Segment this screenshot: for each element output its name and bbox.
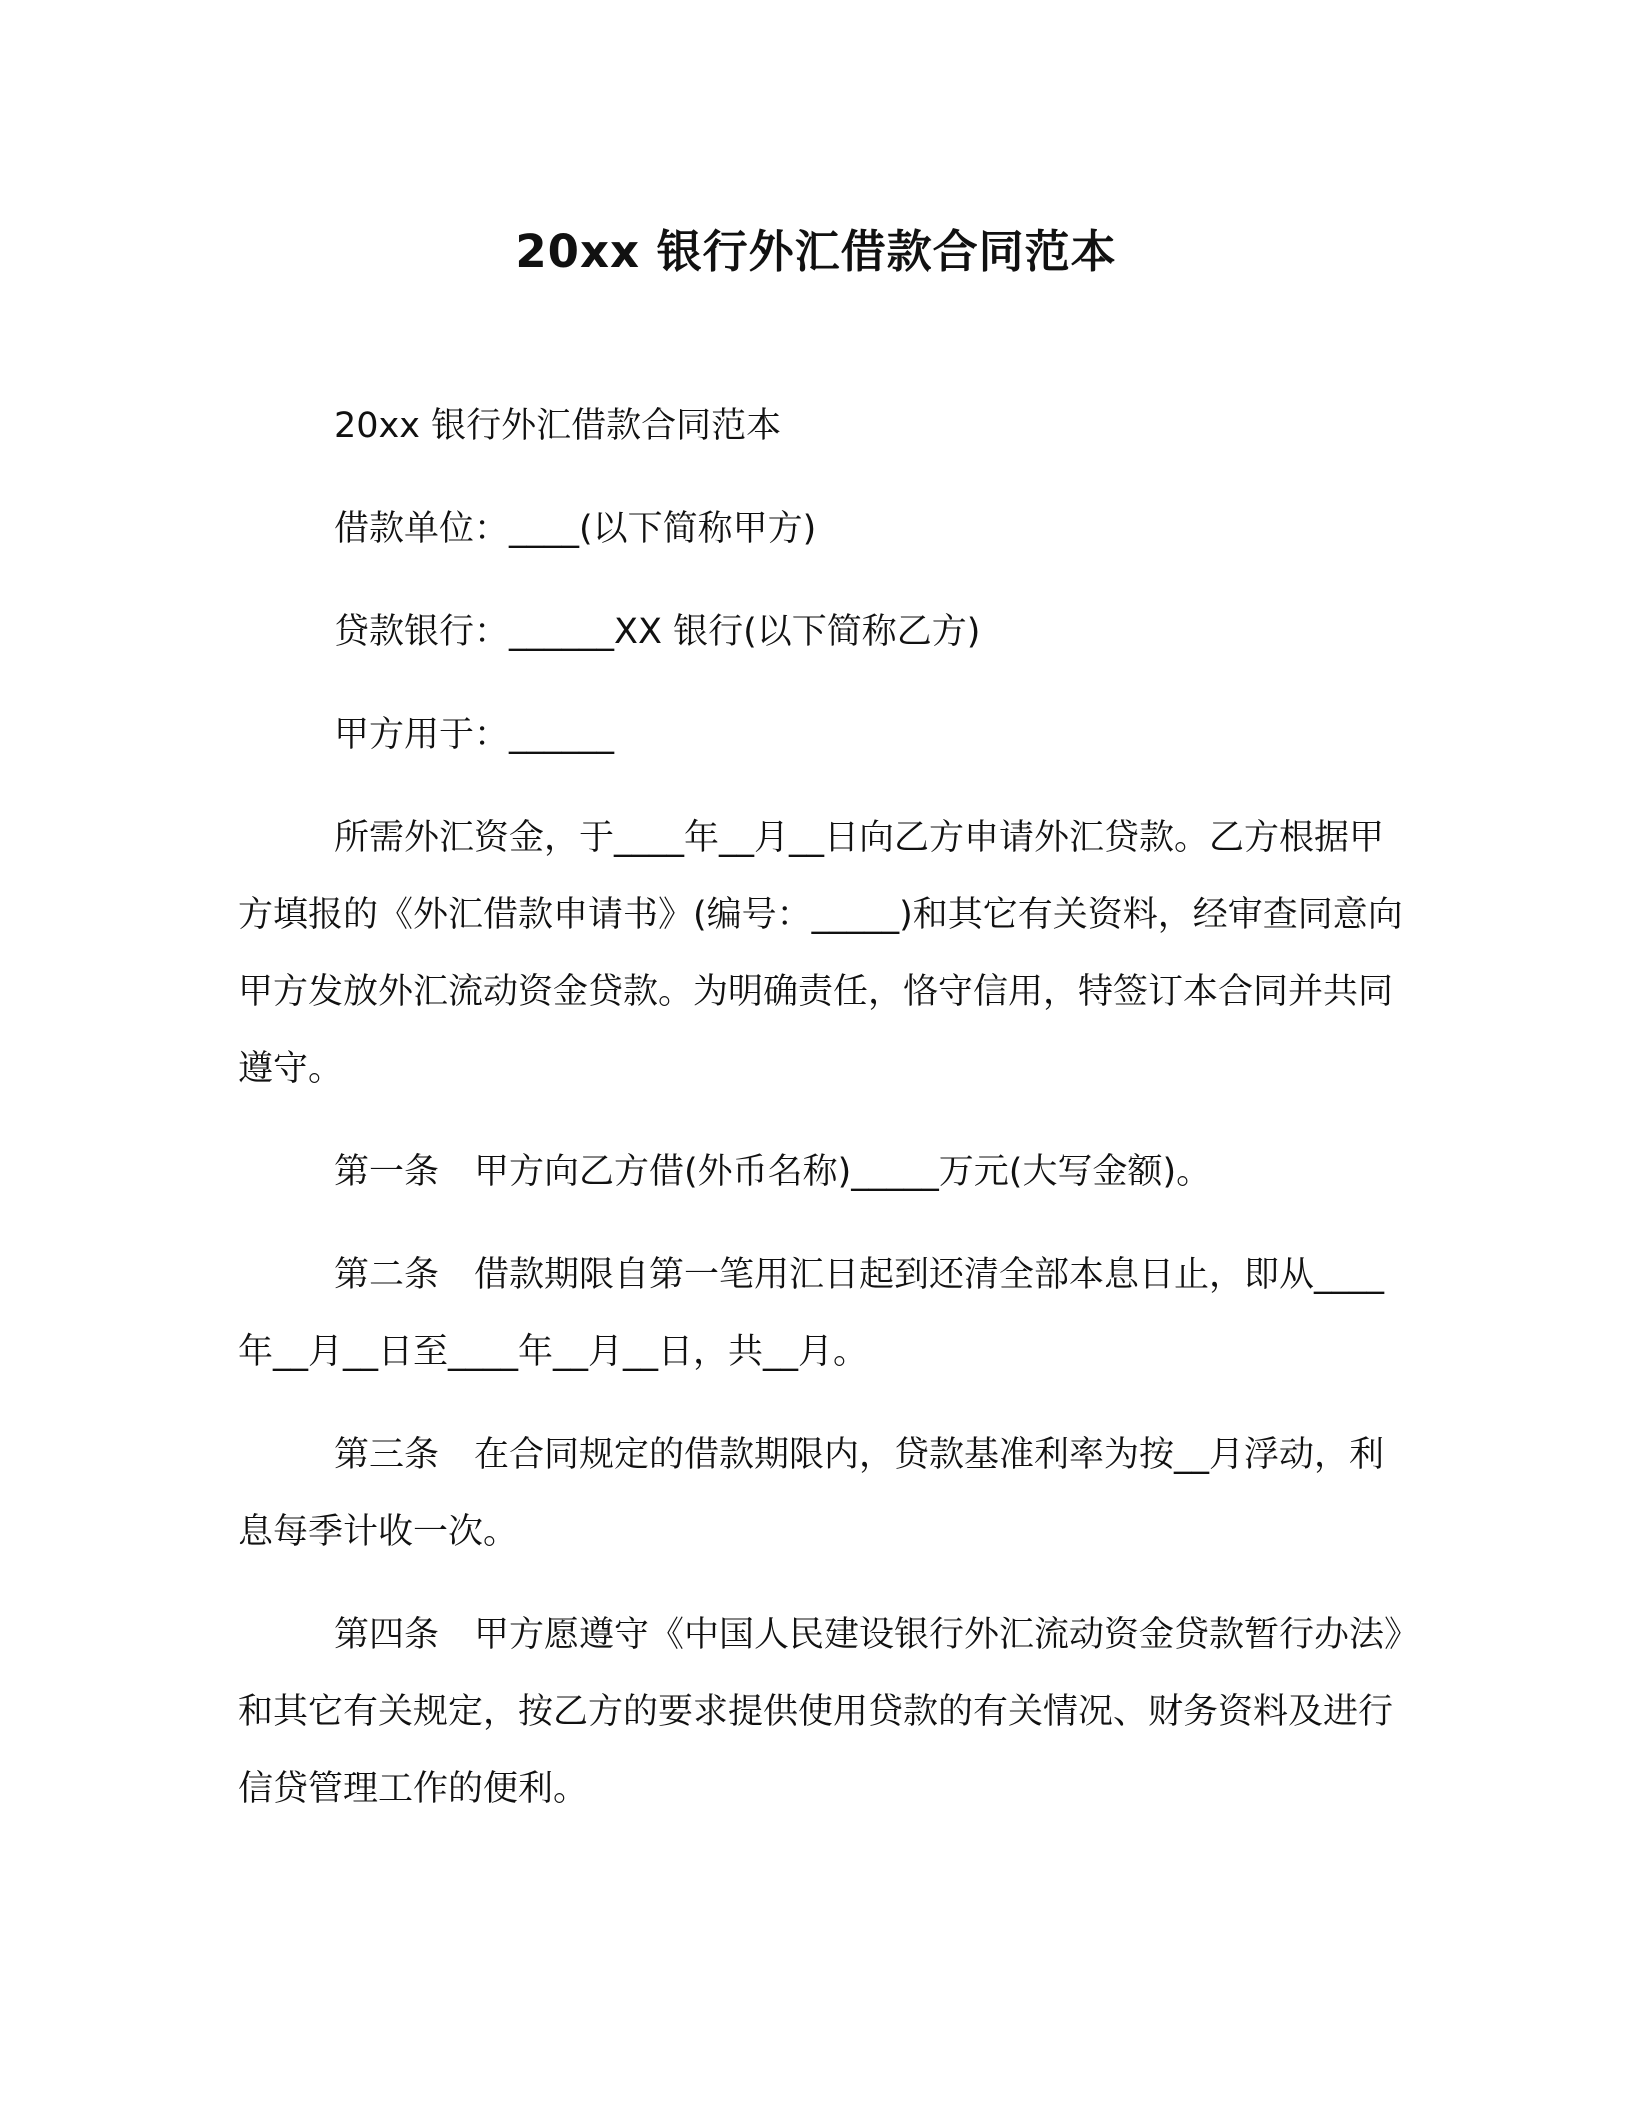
paragraph-article-4: 第四条 甲方愿遵守《中国人民建设银行外汇流动资金贷款暂行办法》和其它有关规定，按乙方的要求提供使用贷款的有关情况、财务资料及进行信贷管理工作的便利。 — [238, 1615, 1402, 1809]
paragraph-purpose: 甲方用于：______ — [334, 715, 615, 755]
document-body — [238, 388, 1418, 1854]
paragraph-preamble: 所需外汇资金，于____年__月__日向乙方申请外汇贷款。乙方根据甲方填报的《外汇借款申请书》(编号：_____)和其它有关资料，经审查同意向甲方发放外汇流动资金贷款。为明确责任，恪守信用，特签订本合同并共同遵守。 — [238, 818, 1403, 1089]
document-title: 20xx 银行外汇借款合同范本 — [515, 225, 1117, 278]
paragraph-borrower: 借款单位：____(以下简称甲方) — [334, 509, 817, 549]
paragraph-lender-bank: 贷款银行：______XX 银行(以下简称乙方) — [334, 612, 981, 652]
paragraph-subtitle: 20xx 银行外汇借款合同范本 — [334, 406, 782, 446]
paragraph-article-1: 第一条 甲方向乙方借(外币名称)_____万元(大写金额)。 — [334, 1152, 1212, 1192]
paragraph-article-3: 第三条 在合同规定的借款期限内，贷款基准利率为按__月浮动，利息每季计收一次。 — [238, 1435, 1385, 1552]
paragraph-article-2: 第二条 借款期限自第一笔用汇日起到还清全部本息日止，即从____年__月__日至____年__月__日，共__月。 — [238, 1255, 1385, 1372]
